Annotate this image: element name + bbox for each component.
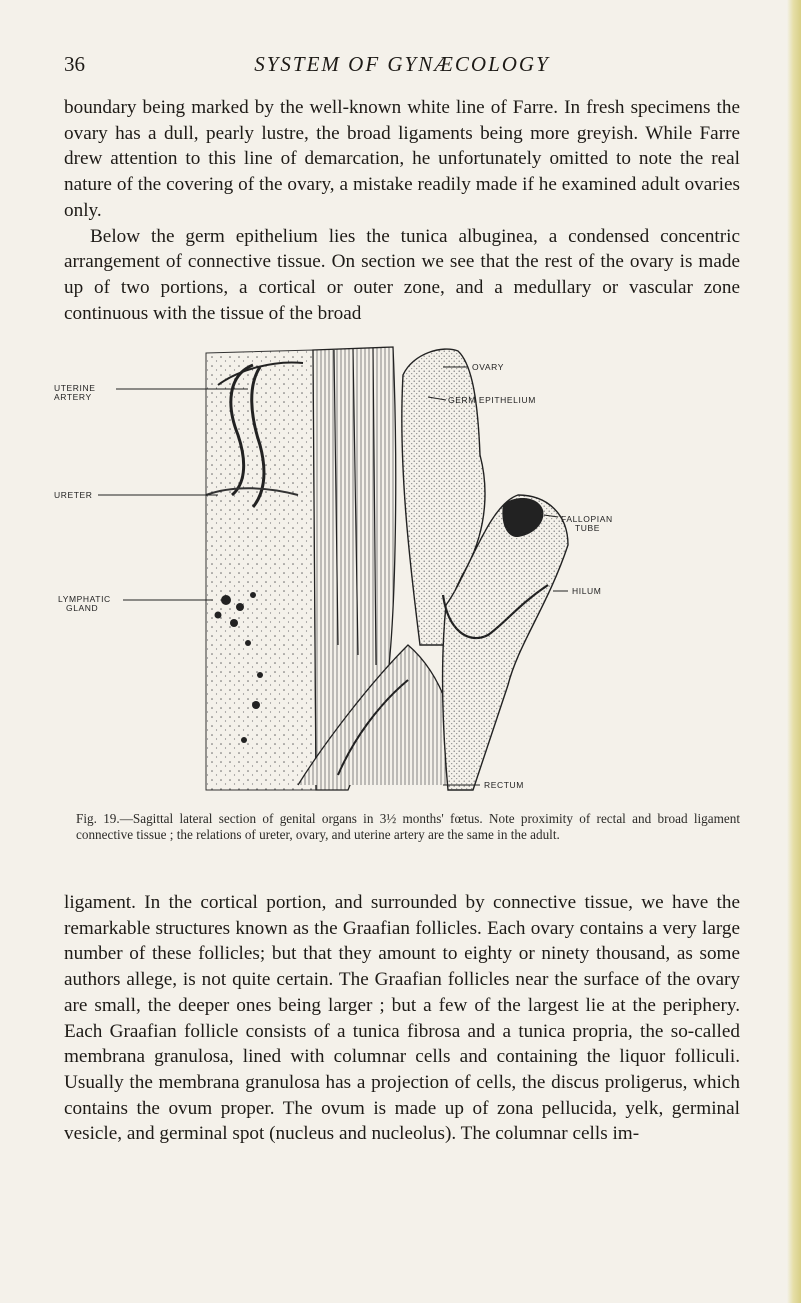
paragraph-2: ligament. In the cortical portion, and surrounded by connective tissue, we have the remarkable structures known as the Graafian follicles. Each ovary contains a very large number of these follicles; but that they amount to eighty or ninety thousand, as some authors allege, is not quite certain. The Graafian follicles near the surface of the ovary are small, the deeper ones being larger ; but a few of the largest lie at the periphery. Each Graafian follicle consists of a tunica fibrosa and a tunica propria, the so-called membrana granulosa, lined with columnar cells and containing the liquor folliculi. Usually the membrana granulosa has a projection of cells, the discus proligerus, which contains the ovum proper. The ovum is made up of zona pellucida, yelk, germinal vesicle, and germinal spot (nucleus and nucleolus). The columnar cells im- <box>64 892 740 1145</box>
label-lymphatic-gland: LYMPHATIC GLAND <box>58 594 111 613</box>
label-uterine-artery: UTERINE ARTERY <box>54 383 96 402</box>
paragraph-1-text: boundary being marked by the well-known white line of Farre. In fresh specimens the ovary has a dull, pearly lustre, the broad ligaments being more greyish. While Farre drew attention to this line of demarcation, he unfortunately omitted to note the real nature of the covering of the ovary, a mistake readily made if he examined adult ovaries only. <box>64 97 740 221</box>
page-number: 36 <box>64 52 85 76</box>
paragraph-1-text-2: Below the germ epithelium lies the tunica albuginea, a condensed concentric arrangement of connective tissue. On section we see that the rest of the ovary is made up of two portions, a cortical or outer zone, and a medullary or vascular zone continuous with the tissue of the broad <box>64 225 740 324</box>
page-header <box>64 52 740 82</box>
label-hilum: HILUM <box>572 586 602 596</box>
running-head: SYSTEM OF GYNÆCOLOGY <box>254 52 550 76</box>
label-ureter: URETER <box>54 490 93 500</box>
figure-caption: Fig. 19.—Sagittal lateral section of genital organs in 3½ months' fœtus. Note proximity of rectal and broad ligament connective tissue ; the relations of ureter, ovary, and uterine artery are the same in the adult. <box>76 811 740 842</box>
figure-19 <box>48 345 748 795</box>
sagittal-section-illustration <box>48 345 748 795</box>
label-rectum: RECTUM <box>484 780 524 790</box>
label-ovary: OVARY <box>472 362 504 372</box>
label-fallopian-tube: FALLOPIAN TUBE <box>561 514 613 533</box>
left-connective-tissue <box>206 350 316 790</box>
label-germ-epithelium: GERM EPITHELIUM <box>448 395 536 405</box>
paragraph-1 <box>64 95 740 326</box>
page-edge <box>787 0 801 1303</box>
